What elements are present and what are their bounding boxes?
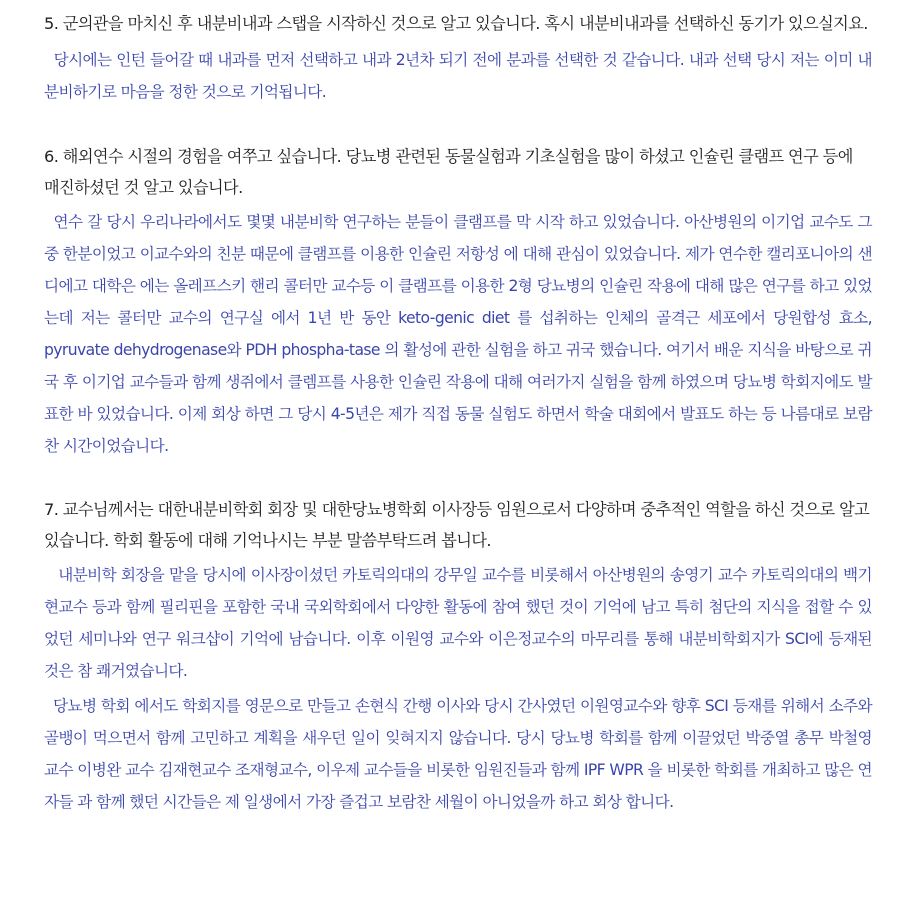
answer-5: 당시에는 인턴 들어갈 때 내과를 먼저 선택하고 내과 2년차 되기 전에 분과를 선택한 것 같습니다. 내과 선택 당시 저는 이미 내분비하기로 마음을 정한 것으로 기억됩니다.	[44, 51, 872, 101]
question-5: 5. 군의관을 마치신 후 내분비내과 스탭을 시작하신 것으로 알고 있습니다. 혹시 내분비내과를 선택하신 동기가 있으실지요.	[44, 14, 868, 33]
answer-7-paragraph-1: 내분비학 회장을 맡을 당시에 이사장이셨던 카토릭의대의 강무일 교수를 비롯해서 아산병원의 송영기 교수 카토릭의대의 백기현교수 등과 함께 필리핀을 포함한 국내 국외학회에서 다양한 활동에 참여 했던 것이 기억에 남고 특히 첨단의 지식을 접할 수 있었던 세미나와 연구 워크샵이 기억에 남습니다. 이후 이원영 교수와 이은정교수의 마무리를 통해 내분비학회지가 SCI에 등재된 것은 참 쾌거였습니다.	[44, 566, 872, 680]
question-7: 7. 교수님께서는 대한내분비학회 회장 및 대한당뇨병학회 이사장등 임원으로서 다양하며 중추적인 역할을 하신 것으로 알고 있습니다. 학회 활동에 대해 기억나시는 부분 말씀부탁드려 봅니다.	[44, 500, 870, 550]
question-6: 6. 해외연수 시절의 경험을 여쭈고 싶습니다. 당뇨병 관련된 동물실험과 기초실험을 많이 하셨고 인슐린 클램프 연구 등에 매진하셨던 것 알고 있습니다.	[44, 147, 853, 197]
qa-section-5	[44, 8, 872, 108]
answer-7-paragraph-2: 당뇨병 학회 에서도 학회지를 영문으로 만들고 손현식 간행 이사와 당시 간사였던 이원영교수와 향후 SCI 등재를 위해서 소주와 골뱅이 먹으면서 함께 고민하고 계획을 새우던 일이 잊혀지지 않습니다. 당시 당뇨병 학회를 함께 이끌었던 박중열 총무 박철영 교수 이병완 교수 김재현교수 조재형교수, 이우제 교수들을 비롯한 임원진들과 함께 IPF WPR 을 비롯한 학회를 개최하고 많은 연자들 과 함께 했던 시간들은 제 일생에서 가장 즐겁고 보람찬 세월이 아니었을까 하고 회상 합니다.	[44, 697, 872, 811]
answer-6: 연수 갈 당시 우리나라에서도 몇몇 내분비학 연구하는 분들이 클램프를 막 시작 하고 있었습니다. 아산병원의 이기업 교수도 그중 한분이었고 이교수와의 친분 때문에 클램프를 이용한 인슐린 저항성 에 대해 관심이 있었습니다. 제가 연수한 캘리포니아의 샌디에고 대학은 에는 올레프스키 핸리 콜터만 교수등 이 클램프를 이용한 2형 당뇨병의 인슐린 작용에 대해 많은 연구를 하고 있었는데 저는 콜터만 교수의 연구실 에서 1년 반 동안 keto-genic diet 를 섭취하는 인체의 골격근 세포에서 당원합성 효소, pyruvate dehydrogenase와 PDH phospha-tase 의 활성에 관한 실험을 하고 귀국 했습니다. 여기서 배운 지식을 바탕으로 귀국 후 이기업 교수들과 함께 생쥐에서 클렘프를 사용한 인슐린 작용에 대해 여러가지 실험을 함께 하였으며 당뇨병 학회지에도 발표한 바 있었습니다. 이제 회상 하면 그 당시 4-5년은 제가 직접 동물 실험도 하면서 학술 대회에서 발표도 하는 등 나름대로 보람찬 시간이었습니다.	[44, 213, 872, 455]
qa-section-6	[44, 141, 872, 462]
qa-section-7	[44, 494, 872, 818]
